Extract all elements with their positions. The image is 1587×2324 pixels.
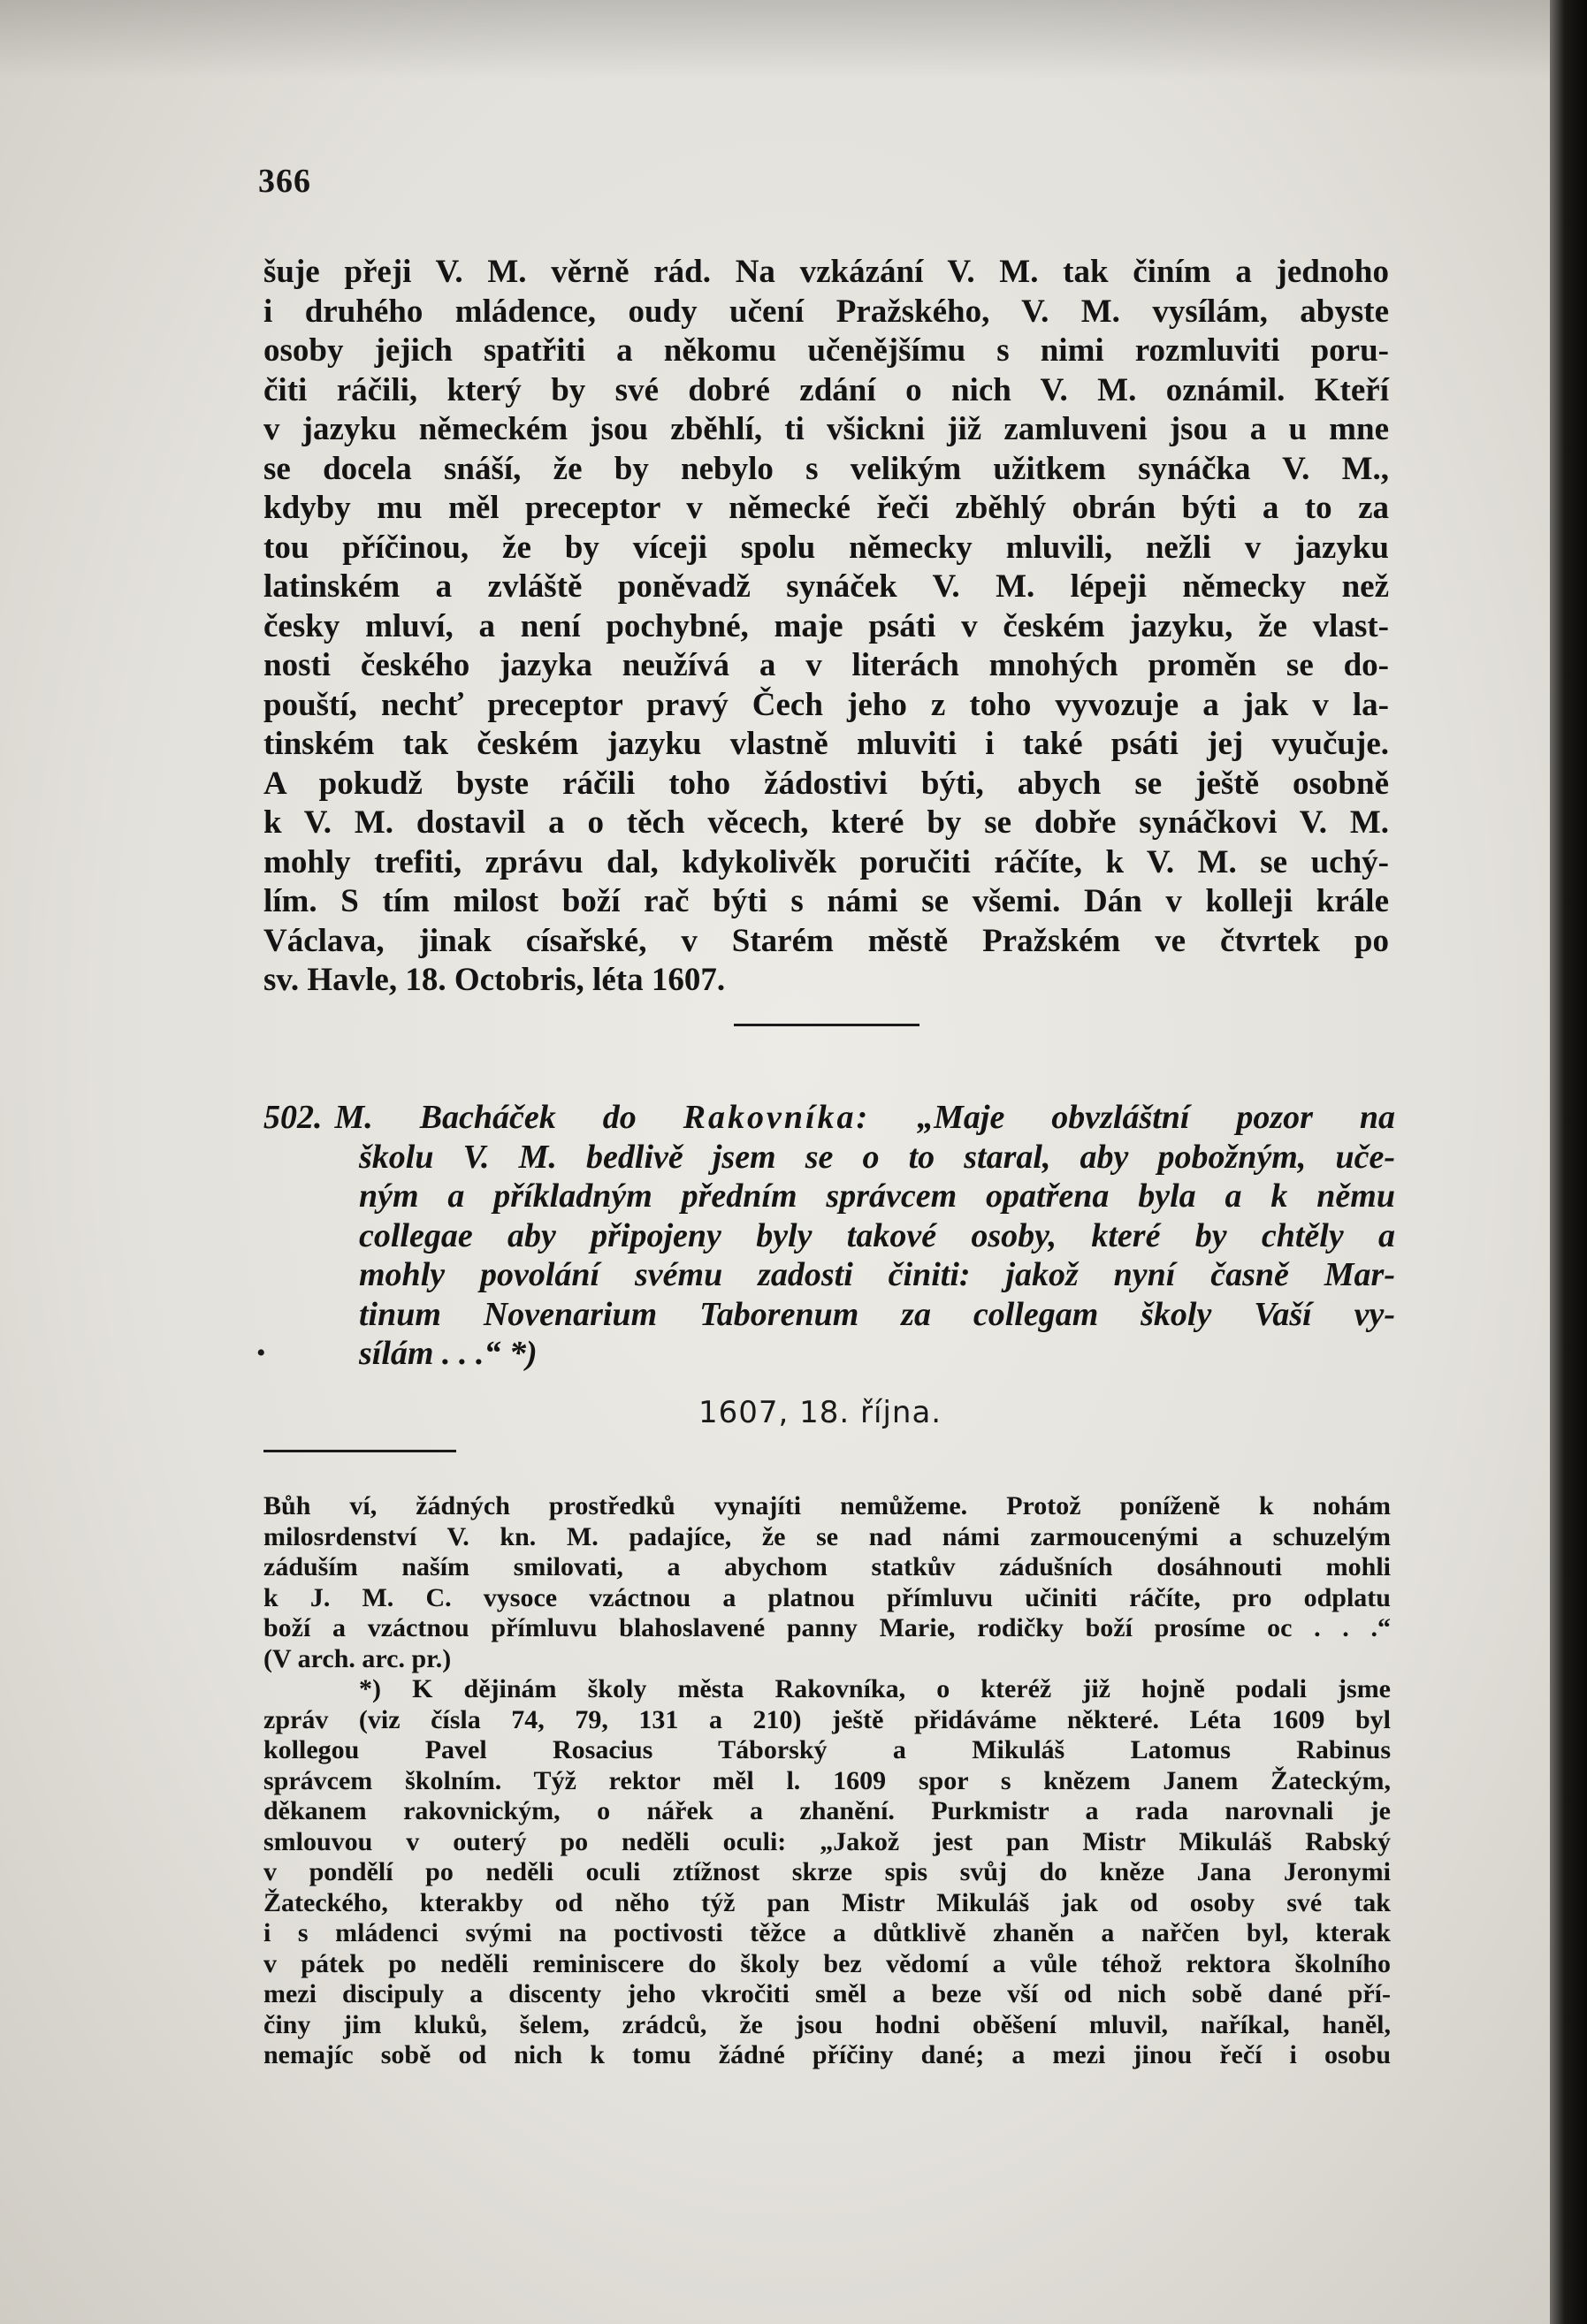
footnote-line: *) K dějinám školy města Rakovníka, o kteréž již hojně podali jsme — [359, 1674, 1391, 1703]
footnote-line: smlouvou v outerý po neděli oculi: „Jakož jest pan Mistr Mikuláš Rabský — [263, 1826, 1391, 1856]
text-line: kdyby mu měl preceptor v německé řeči zběhlý obrán býti a to za — [263, 490, 1389, 526]
footnote-line: činy jim kluků, šelem, zrádců, že jsou hodni oběšení mluvil, naříkal, haněl, — [263, 2009, 1391, 2039]
text-line: latinském a zvláště poněvadž synáček V. M. lépeji německy než — [263, 568, 1389, 605]
entry-heading-line — [263, 1098, 1395, 1138]
footnote-line: k J. M. C. vysoce vzáctnou a platnou přímluvu učiniti ráčíte, pro odplatu — [263, 1582, 1391, 1612]
footnote-line: záduším naším smilovati, a abychom statkův zádušních dosáhnouti mohli — [263, 1552, 1391, 1581]
text-line: v jazyku německém jsou zběhlí, ti všickni již zamluveni jsou a u mne — [263, 411, 1389, 447]
text-line: i druhého mládence, oudy učení Pražského, V. M. vysílám, abyste — [263, 293, 1389, 330]
footnote-line: Bůh ví, žádných prostředků vynajíti nemůžeme. Protož poníženě k nohám — [263, 1491, 1391, 1520]
footnote-line: kollegou Pavel Rosacius Táborský a Mikuláš Latomus Rabinus — [263, 1735, 1391, 1764]
entry-line: collegae aby připojeny byly takové osoby, které by chtěly a — [359, 1216, 1395, 1254]
entry-line: sílám . . .“ *) — [359, 1335, 538, 1372]
margin-mark: • — [256, 1338, 266, 1368]
footnote-divider — [263, 1450, 456, 1452]
page-edge-shadow — [1550, 0, 1587, 2324]
footnote-line: Žateckého, kterakby od něho týž pan Mistr Mikuláš jak od osoby své tak — [263, 1887, 1391, 1917]
entry-line: mohly povolání svému zadosti činiti: jakož nyní časně Mar- — [359, 1256, 1395, 1293]
footnote-line: zpráv (viz čísla 74, 79, 131 a 210) ještě přidáváme některé. Léta 1609 byl — [263, 1704, 1391, 1734]
text-line: čiti ráčili, který by své dobré zdání o nich V. M. oznámil. Kteří — [263, 371, 1389, 408]
footnote-line: i s mládenci svými na poctivosti těžce a důtklivě zhaněn a nařčen byl, kterak — [263, 1918, 1391, 1947]
text-line: tinském tak českém jazyku vlastně mluviti i také psáti jej vyučuje. — [263, 726, 1389, 762]
footnote-line: milosrdenství V. kn. M. padajíce, že se nad námi zarmoucenými a schuzelým — [263, 1521, 1391, 1551]
text-line: pouští, nechť preceptor pravý Čech jeho z toho vyvozuje a jak v la- — [263, 686, 1389, 723]
footnote-line: v pátek po neděli reminiscere do školy bez vědomí a vůle téhož rektora školního — [263, 1948, 1391, 1978]
text-line: šuje přeji V. M. věrně rád. Na vzkázání V. M. tak činím a jednoho — [263, 254, 1389, 290]
text-line: k V. M. dostavil a o těch věcech, které by se dobře synáčkovi V. M. — [263, 804, 1389, 841]
entry-author: M. Bacháček do — [334, 1099, 637, 1136]
text-line: se docela snáší, že by nebylo s velikým užitkem synáčka V. M., — [263, 450, 1389, 487]
entry-line: ným a příkladným předním správcem opatřena byla a k němu — [359, 1177, 1395, 1215]
entry-line: školu V. M. bedlivě jsem se o to staral, aby pobožným, uče- — [359, 1138, 1395, 1176]
footnote-line: mezi discipuly a discenty jeho vkročiti směl a beze vší od nich sobě dané pří- — [263, 1979, 1391, 2008]
text-line: nosti českého jazyka neužívá a v literách mnohých proměn se do- — [263, 647, 1389, 683]
footnote-line: děkanem rakovnickým, o nářek a zhanění. Purkmistr a rada narovnali je — [263, 1796, 1391, 1825]
top-shadow — [0, 0, 1587, 80]
text-line: lím. S tím milost boží rač býti s námi se všemi. Dán v kolleji krále — [263, 883, 1389, 919]
entry-line: tinum Novenarium Taborenum za collegam školy Vaší vy- — [359, 1295, 1395, 1333]
entry-date: 1607, 18. října. — [698, 1395, 942, 1430]
footnotes — [263, 1491, 1391, 2071]
entry-number: 502. — [263, 1099, 323, 1136]
section-divider — [734, 1024, 919, 1026]
text-line: tou příčinou, že by víceji spolu německy mluvili, nežli v jazyku — [263, 529, 1389, 566]
entry-recipient: Rakovníka: — [683, 1099, 871, 1136]
text-line: osoby jejich spatřiti a někomu učenějšímu s nimi rozmluviti poru- — [263, 332, 1389, 369]
entry-502 — [263, 1098, 1395, 1374]
text-line: sv. Havle, 18. Octobris, léta 1607. — [263, 962, 726, 998]
footnote-line: (V arch. arc. pr.) — [263, 1643, 452, 1673]
text-line: Václava, jinak císařské, v Starém městě Pražském ve čtvrtek po — [263, 922, 1389, 959]
footnote-line: nemajíc sobě od nich k tomu žádné příčiny dané; a mezi jinou řečí i osobu — [263, 2040, 1391, 2069]
footnote-line: správcem školním. Týž rektor měl l. 1609 spor s knězem Janem Žateckým, — [263, 1765, 1391, 1795]
text-line: česky mluví, a není pochybné, maje psáti v českém jazyku, že vlast- — [263, 607, 1389, 644]
text-line: A pokudž byste ráčili toho žádostivi býti, abych se ještě osobně — [263, 765, 1389, 802]
footnote-line: v pondělí po neděli oculi ztížnost skrze spis svůj do kněze Jana Jeronymi — [263, 1857, 1391, 1886]
footnote-line: boží a vzáctnou přímluvu blahoslavené panny Marie, rodičky boží prosíme oc . . .“ — [263, 1613, 1391, 1642]
entry-quote-start: „Maje obvzláštní pozor na — [917, 1099, 1396, 1136]
text-line: mohly trefiti, zprávu dal, kdykolivěk poručiti ráčíte, k V. M. se uchý- — [263, 843, 1389, 880]
page-number: 366 — [258, 163, 311, 200]
letter-body — [263, 253, 1389, 1001]
